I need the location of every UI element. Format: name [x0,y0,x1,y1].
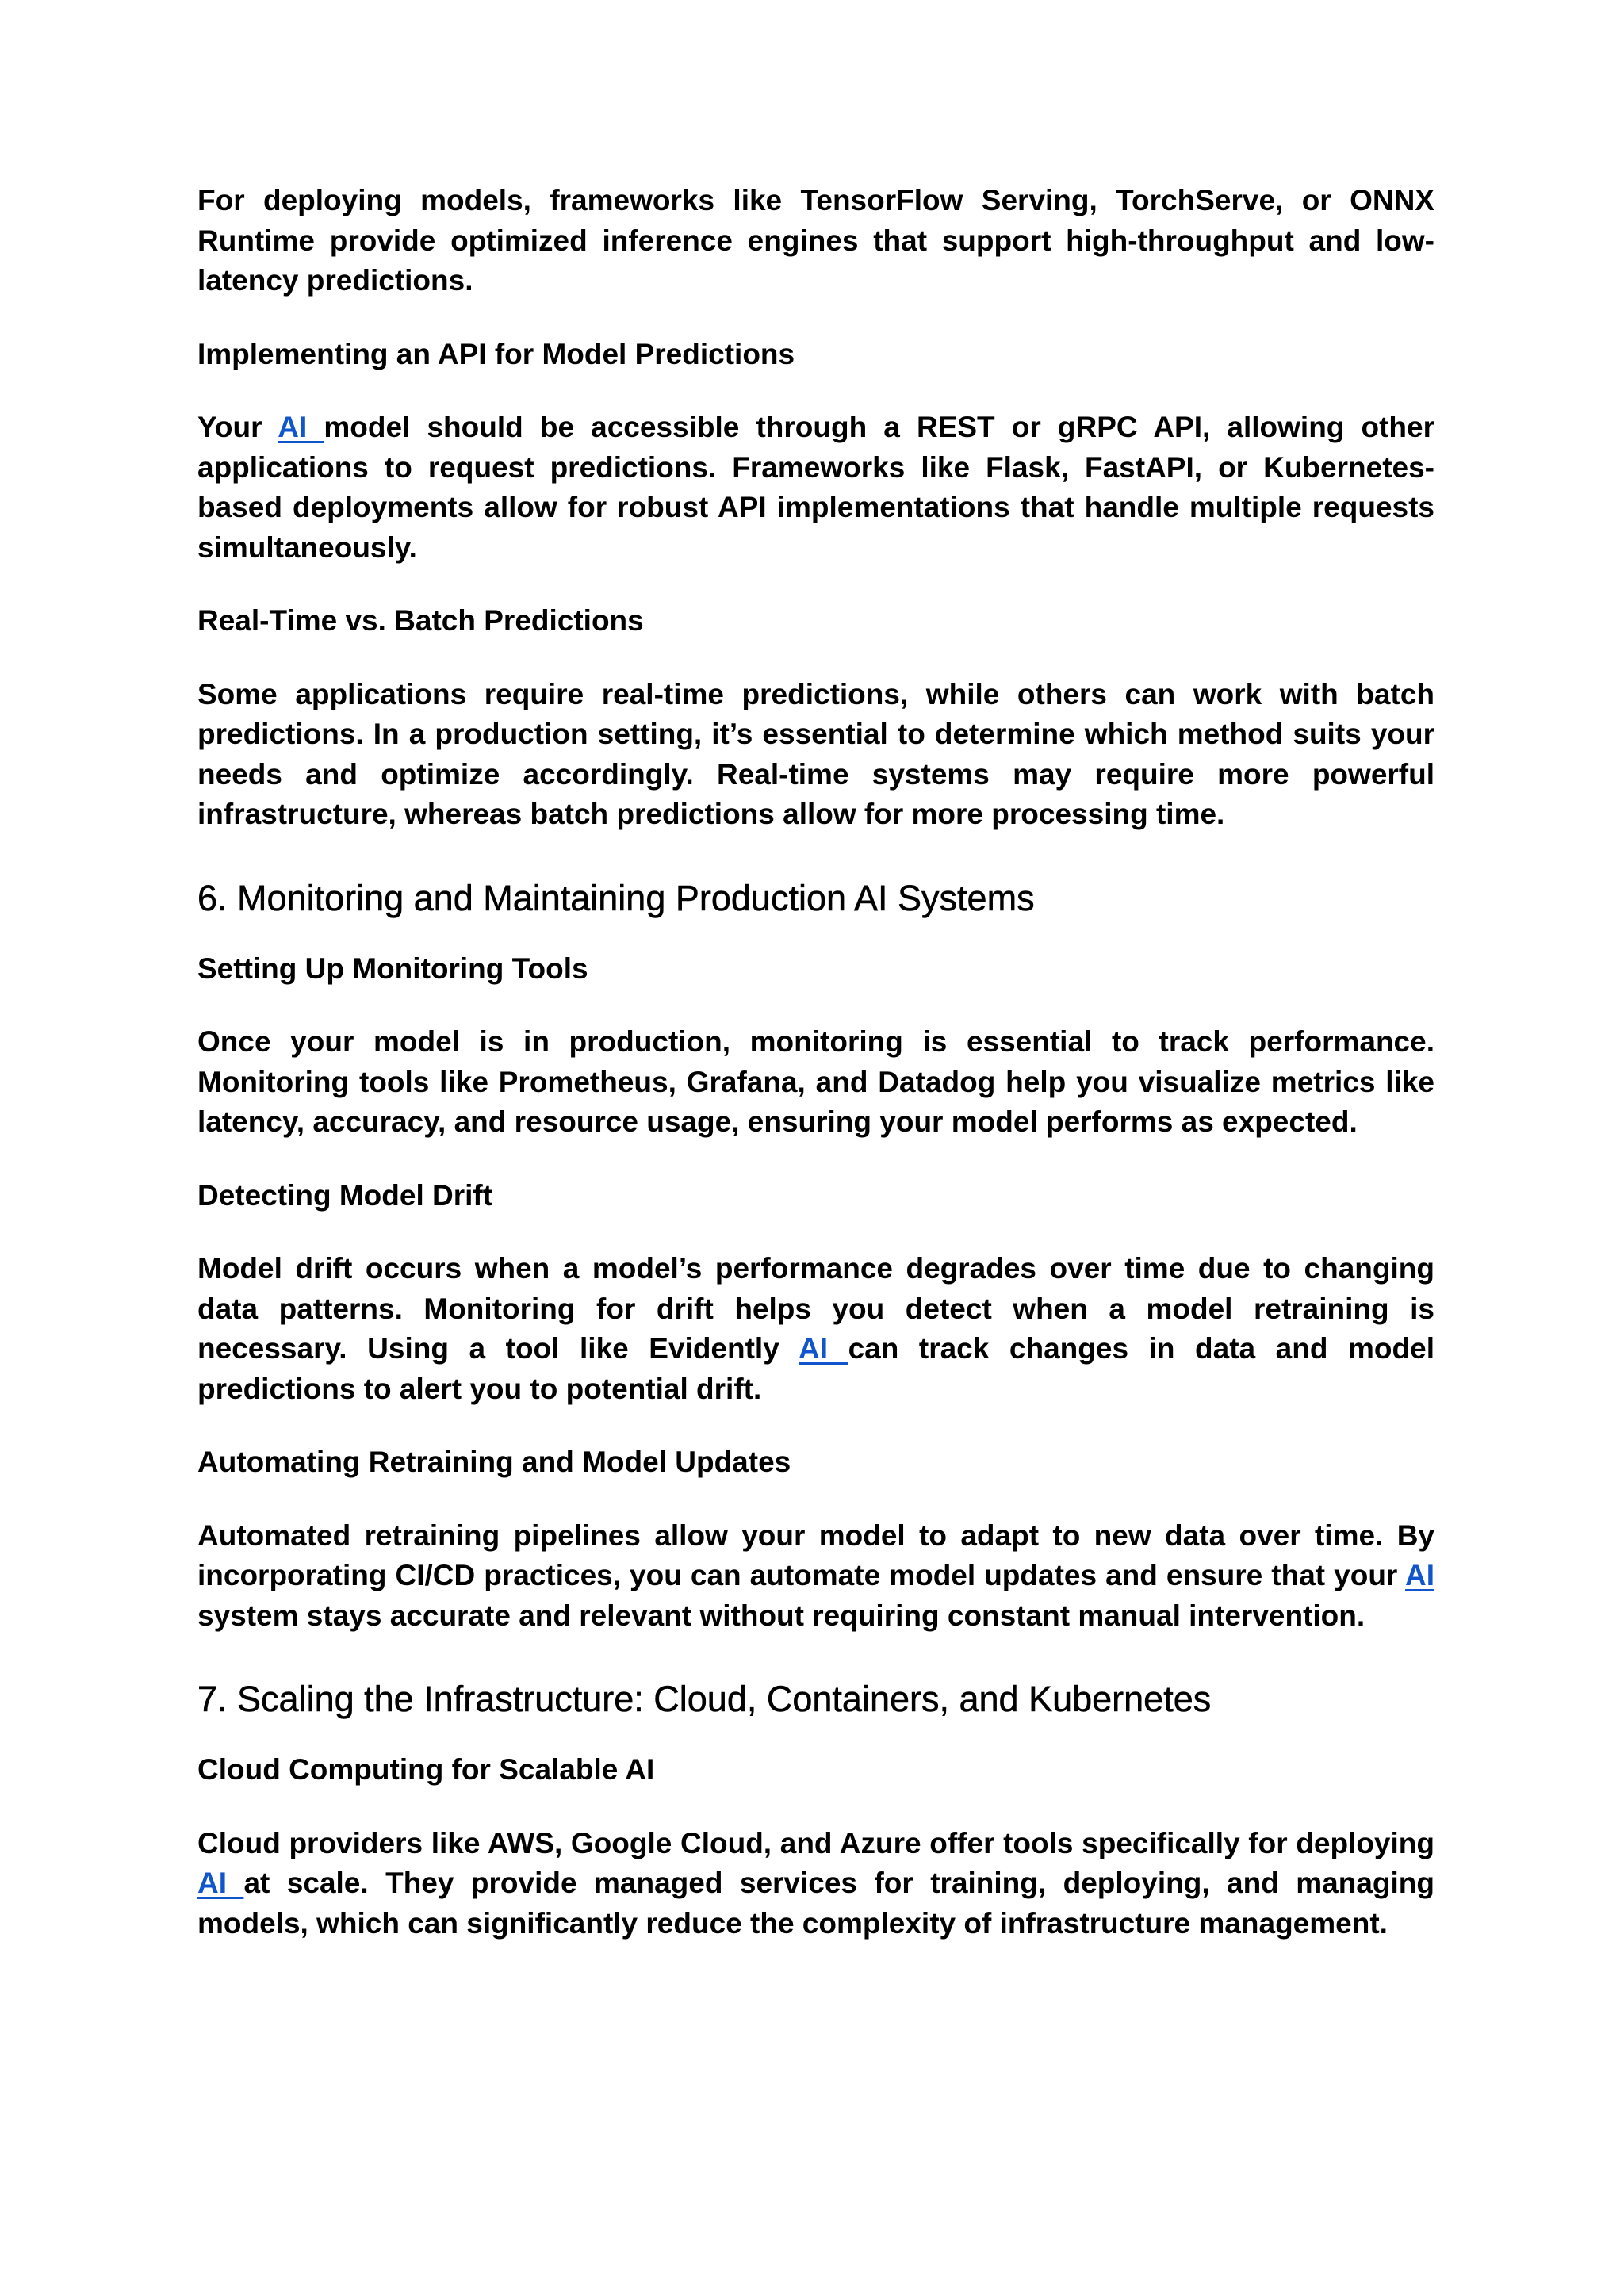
paragraph-realtime-batch: Some applications require real-time predictions, while others can work with batch predictions. In a production setting, it’s essential to determine which method suits your needs and optimize accordingly. Real-time systems may require more powerful infrastructure, whereas batch predictions allow for more processing time. [197,677,1434,830]
ai-link[interactable]: AI [197,1867,244,1899]
paragraph-retraining-text-start: Automated retraining pipelines allow your model to adapt to new data over time. By incorporating CI/CD practices, you can automate model updates and ensure that your [197,1518,1434,1591]
paragraph-cloud-text-end: at scale. They provide managed services for training, deploying, and managing models, which can significantly reduce the complexity of infrastructure management. [197,1867,1435,1940]
paragraph-api-text-start: Your [197,411,278,443]
paragraph-monitoring-tools: Once your model is in production, monitoring is essential to track performance. Monitoring tools like Prometheus, Grafana, and Datadog help you visualize metrics like latency, accuracy, and resource usage, ensuring your model performs as expected. [197,1025,1434,1138]
subheading-model-drift: Detecting Model Drift [197,1178,493,1212]
ai-link[interactable]: AI [798,1332,848,1365]
subheading-retraining: Automating Retraining and Model Updates [197,1446,791,1478]
paragraph-api [197,408,1434,568]
paragraph-retraining [197,1516,1434,1637]
paragraph-api-text-end: model should be accessible through a REST or gRPC API, allowing other applications to request predictions. Frameworks like Flask, FastAPI, or Kubernetes-based deployments allow for robust API implementations that handle multiple requests simultaneously. [197,411,1435,564]
section-heading-scaling: 7. Scaling the Infrastructure: Cloud, Containers, and Kubernetes [197,1679,1212,1719]
paragraph-cloud-text-start: Cloud providers like AWS, Google Cloud, and Azure offer tools specifically for deploying [197,1826,1434,1859]
paragraph-model-drift [197,1249,1434,1409]
paragraph-retraining-text-end: system stays accurate and relevant without requiring constant manual intervention. [197,1599,1365,1632]
subheading-realtime-batch: Real-Time vs. Batch Predictions [197,604,644,637]
ai-link[interactable]: AI [278,411,324,443]
ai-link[interactable]: AI [1405,1559,1434,1591]
subheading-api: Implementing an API for Model Predictions [197,337,795,370]
paragraph-cloud-computing [197,1824,1434,1944]
document-page [197,181,1434,1977]
subheading-monitoring-tools: Setting Up Monitoring Tools [197,952,588,985]
subheading-cloud-computing: Cloud Computing for Scalable AI [197,1753,655,1786]
section-heading-monitoring: 6. Monitoring and Maintaining Production AI Systems [197,877,1035,918]
paragraph-model-serving: For deploying models, frameworks like TensorFlow Serving, TorchServe, or ONNX Runtime provide optimized inference engines that support high-throughput and low-latency predictions. [197,184,1434,297]
paragraph-drift-text-end: can track changes in data and model predictions to alert you to potential drift. [197,1332,1434,1405]
paragraph-drift-text-start: Model drift occurs when a model’s performance degrades over time due to changing data patterns. Monitoring for drift helps you detect when a model retraining is necessary. Using a tool like Evidently [197,1252,1434,1365]
